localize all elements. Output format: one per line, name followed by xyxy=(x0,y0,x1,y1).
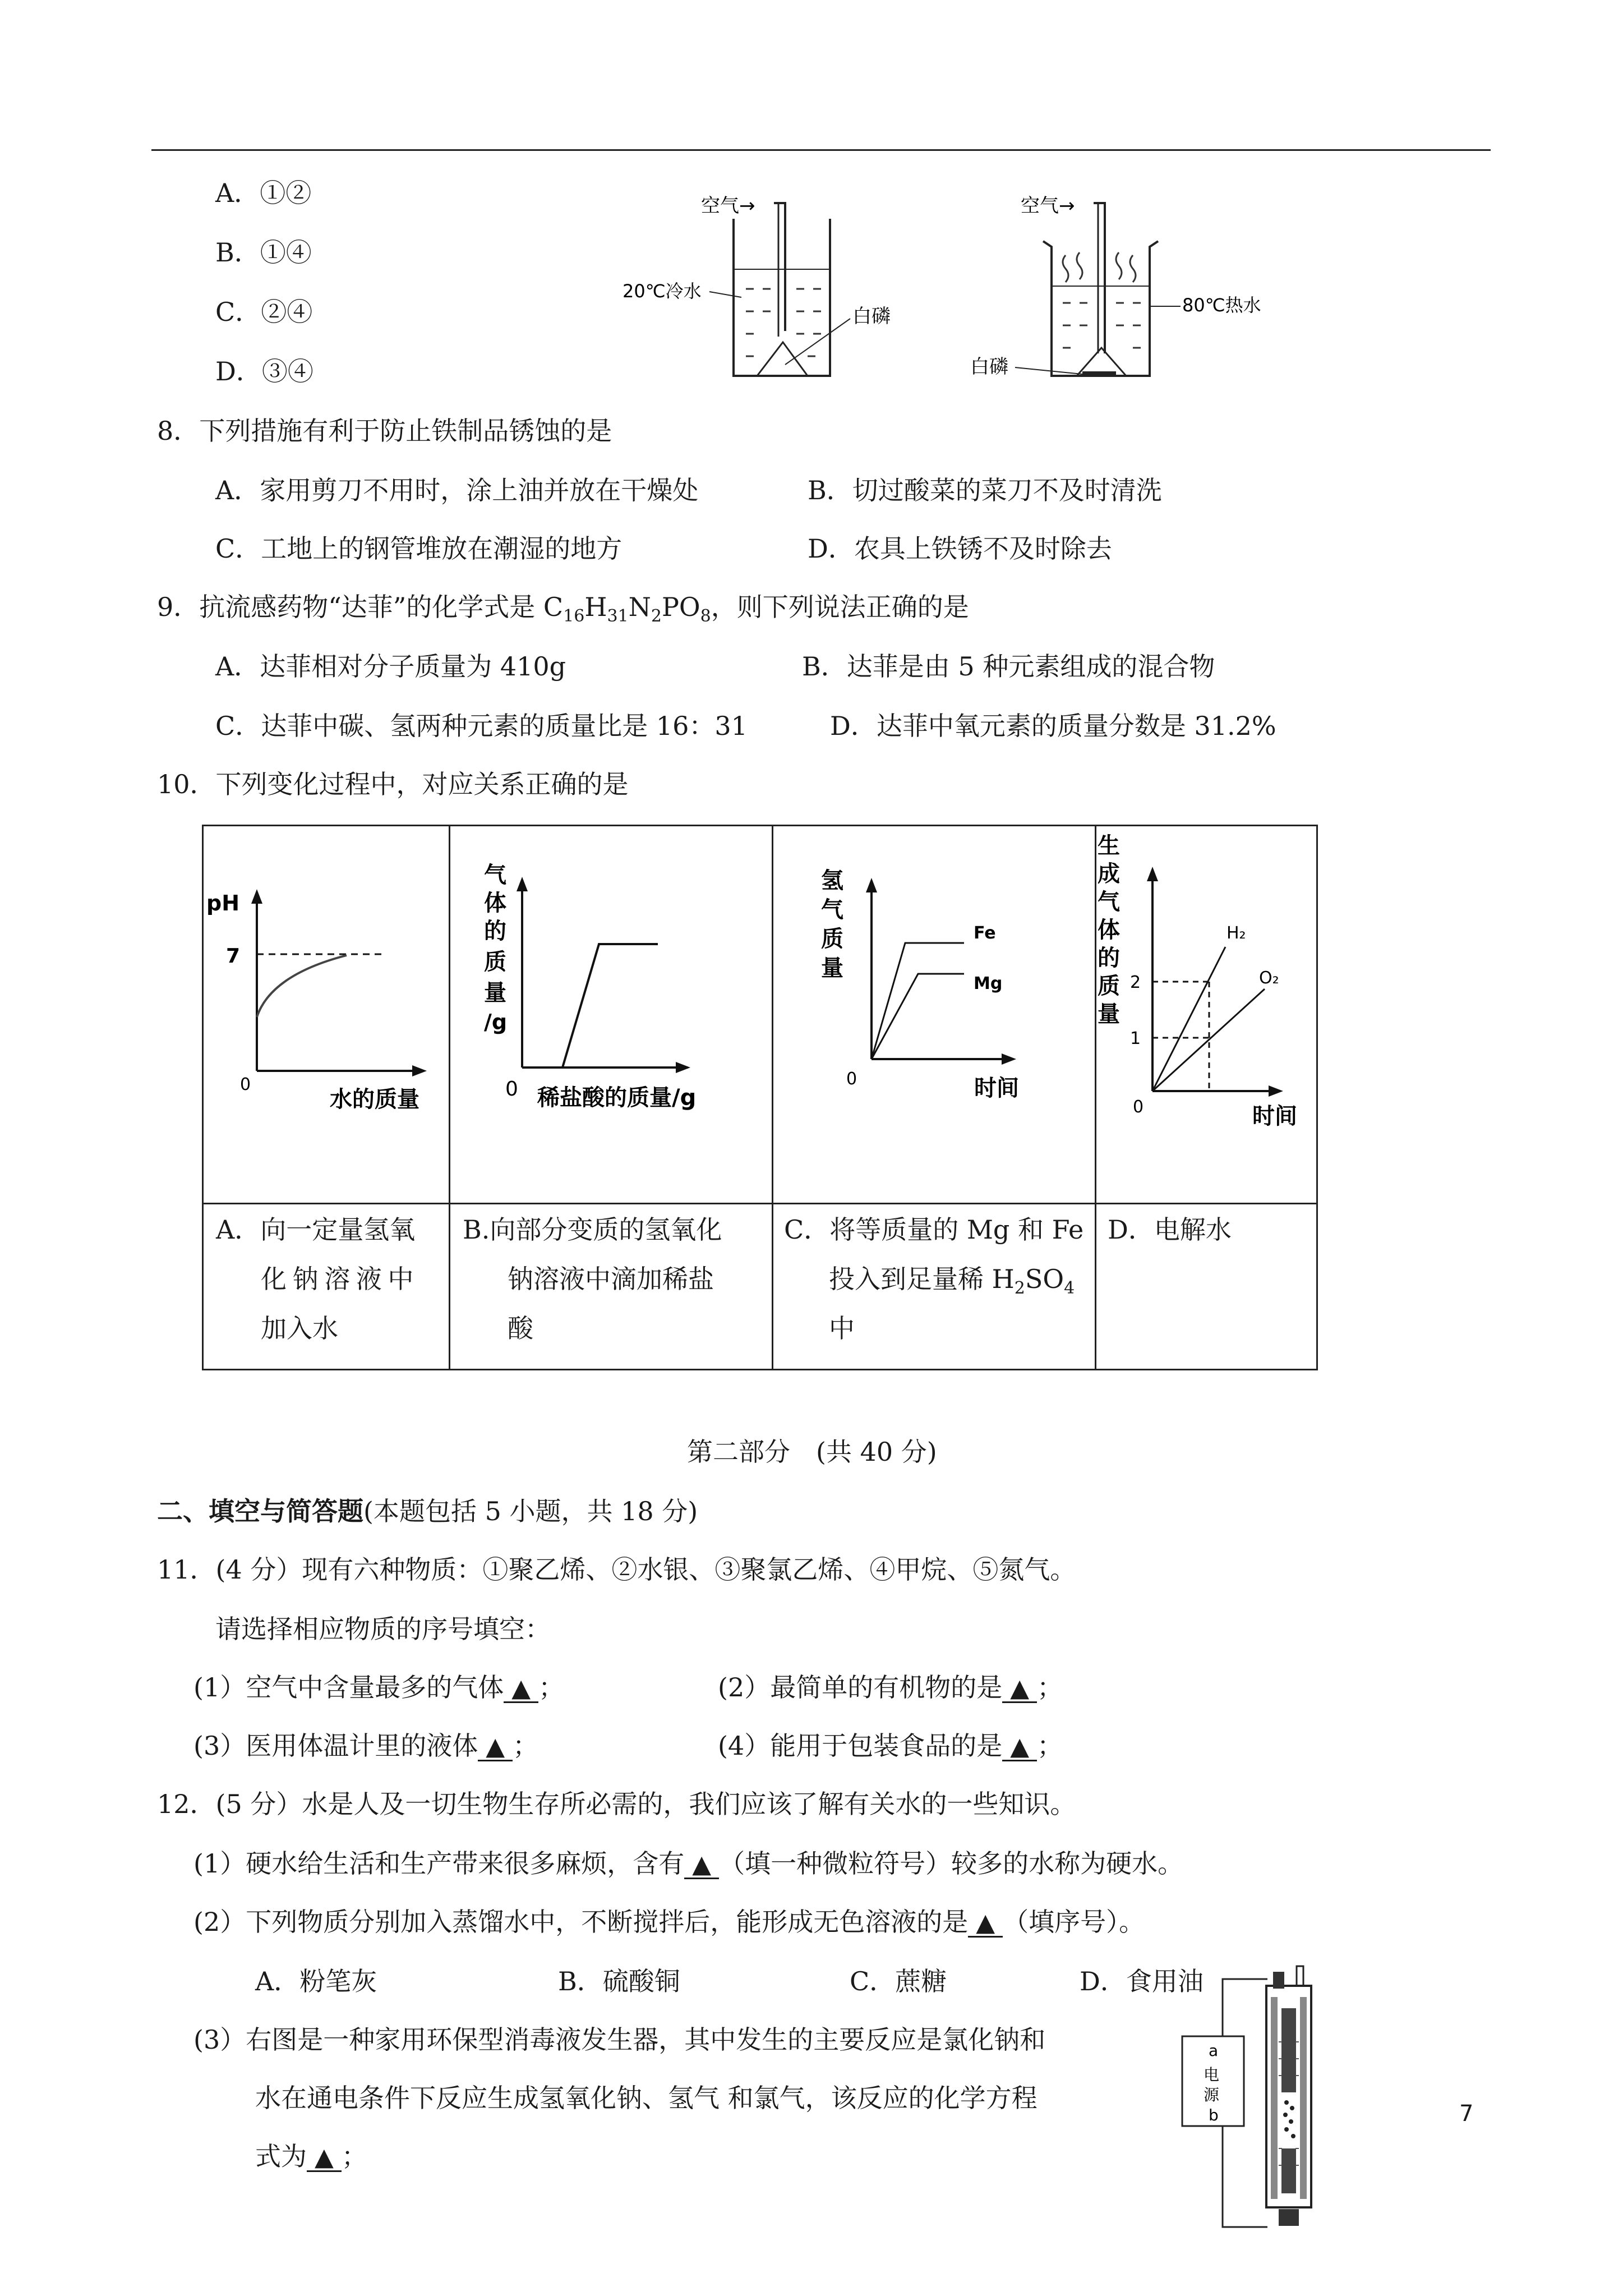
q7-beaker-hot-figure xyxy=(970,185,1307,398)
caption-b-line1: B.向部分变质的氢氧化 xyxy=(463,1214,722,1245)
x-axis-label: 时间 xyxy=(974,1075,1019,1101)
h2-line xyxy=(1152,947,1225,1091)
y-label-char: 的 xyxy=(1098,945,1120,971)
caption-a-line2: 化 钠 溶 液 中 xyxy=(261,1264,413,1294)
y-label-char: 体 xyxy=(1098,917,1120,943)
q10-graph-b xyxy=(450,826,772,1202)
tick-2: 2 xyxy=(1130,973,1141,992)
q11-stem: 11．(4 分）现有六种物质：①聚乙烯、②水银、③聚氯乙烯、④甲烷、⑤氮气。 xyxy=(157,1554,1076,1585)
q12-option-d: D．食用油 xyxy=(1080,1966,1204,1996)
q8-option-b: B．切过酸菜的菜刀不及时清洗 xyxy=(808,475,1162,505)
answer-blank[interactable]: ▲ xyxy=(1002,1734,1037,1761)
y-label-char: 量 xyxy=(1098,1001,1120,1027)
q12-part-2: (2）下列物质分别加入蒸馏水中，不断搅拌后，能形成无色溶液的是 ▲ （填序号）。 xyxy=(193,1907,1145,1937)
q7-beaker-cold-figure xyxy=(617,185,931,387)
answer-blank[interactable]: ▲ xyxy=(307,2145,342,2172)
answer-blank[interactable]: ▲ xyxy=(478,1734,513,1761)
phosphorus-label: 白磷 xyxy=(852,305,891,328)
q8-option-d: D．农具上铁锈不及时除去 xyxy=(808,533,1112,564)
y-label-char: 气 xyxy=(821,897,843,923)
y-label-char: 生 xyxy=(1098,833,1120,859)
q9-option-c: C．达菲中碳、氢两种元素的质量比是 16：31 xyxy=(215,711,748,741)
q9-option-a: A．达菲相对分子质量为 410g xyxy=(215,651,566,682)
q12-option-a: A．粉笔灰 xyxy=(255,1966,377,1996)
q7-option-c: C．②④ xyxy=(215,297,313,327)
phosphorus-label: 白磷 xyxy=(970,356,1008,378)
y-label-char: 氢 xyxy=(821,868,843,894)
caption-b-line3: 酸 xyxy=(508,1313,533,1343)
mg-label: Mg xyxy=(974,974,1003,993)
power-terminal-b: b xyxy=(1209,2106,1219,2124)
caption-c-line2: 投入到足量稀 $H_2SO_4$ xyxy=(829,1264,1075,1298)
origin-label: 0 xyxy=(505,1078,518,1101)
y-label-char: 成 xyxy=(1098,861,1120,887)
q8-option-a: A．家用剪刀不用时，涂上油并放在干燥处 xyxy=(215,475,699,505)
power-label-1: 电 xyxy=(1204,2065,1220,2084)
q8-option-c: C．工地上的钢管堆放在潮湿的地方 xyxy=(215,533,623,564)
power-terminal-a: a xyxy=(1209,2041,1219,2060)
o2-label: O₂ xyxy=(1259,968,1279,988)
x-axis-label: 稀盐酸的质量/g xyxy=(537,1085,697,1111)
y-label-char: 质 xyxy=(821,926,843,952)
y-label-char: 体 xyxy=(484,890,506,916)
q10-stem: 10．下列变化过程中，对应关系正确的是 xyxy=(157,769,629,799)
q12-part-3-line3: 式为 ▲ ； xyxy=(255,2141,367,2171)
q7-option-b: B．①④ xyxy=(215,237,312,268)
part2-title: 第二部分 (共 40 分) xyxy=(687,1437,937,1467)
fe-line xyxy=(872,943,964,1059)
power-label-2: 源 xyxy=(1204,2086,1220,2104)
answer-blank[interactable]: ▲ xyxy=(968,1910,1003,1938)
q12-option-c: C．蔗糖 xyxy=(850,1966,947,1996)
q9-stem: 9．抗流感药物“达菲”的化学式是 $C_{16}H_{31}N_2PO_8$，则下列说法正确的是 xyxy=(157,592,969,626)
y-label-char: 量 xyxy=(821,955,843,981)
fe-label: Fe xyxy=(974,923,996,943)
q12-part-3-line2: 水在通电条件下反应生成氢氧化钠、氢气 和氯气，该反应的化学方程 xyxy=(255,2083,1038,2113)
q7-option-d: D．③④ xyxy=(215,356,313,386)
q10-graph-c xyxy=(773,826,1095,1202)
header-rule xyxy=(151,149,1491,151)
ph-curve xyxy=(257,955,347,1017)
hot-water-label: 80℃热水 xyxy=(1182,295,1261,316)
air-label: 空气→ xyxy=(1021,195,1075,217)
q12-part-3-line1: (3）右图是一种家用环保型消毒液发生器，其中发生的主要反应是氯化钠和 xyxy=(193,2024,1046,2055)
y-axis-label: pH xyxy=(206,891,240,915)
origin-label: 0 xyxy=(846,1069,857,1089)
q12-stem: 12．(5 分）水是人及一切生物生存所必需的，我们应该了解有关水的一些知识。 xyxy=(157,1789,1076,1819)
section2-heading: 二、填空与简答题(本题包括 5 小题，共 18 分) xyxy=(157,1496,698,1526)
caption-c-line1: C．将等质量的 Mg 和 Fe xyxy=(784,1214,1084,1245)
answer-blank[interactable]: ▲ xyxy=(504,1676,538,1703)
y-label-char: 气 xyxy=(484,862,506,888)
tick-1: 1 xyxy=(1130,1029,1141,1048)
answer-blank[interactable]: ▲ xyxy=(684,1852,719,1879)
q11-item-3: (3）医用体温计里的液体 ▲ ； xyxy=(193,1731,539,1761)
q11-item-1: (1）空气中含量最多的气体 ▲ ； xyxy=(193,1672,565,1703)
y-label-char: 质 xyxy=(484,949,506,975)
y-label-char: 量 xyxy=(484,980,506,1006)
caption-a-line1: A．向一定量氢氧 xyxy=(216,1214,416,1245)
answer-blank[interactable]: ▲ xyxy=(1002,1676,1037,1703)
caption-d: D．电解水 xyxy=(1108,1214,1232,1245)
q9-option-b: B．达菲是由 5 种元素组成的混合物 xyxy=(802,651,1215,682)
caption-c-line3: 中 xyxy=(829,1313,855,1343)
y-label-char: /g xyxy=(484,1010,508,1034)
caption-a-line3: 加入水 xyxy=(261,1313,338,1343)
q11-item-4: (4）能用于包装食品的是 ▲ ； xyxy=(718,1731,1063,1761)
x-axis-label: 水的质量 xyxy=(330,1087,419,1112)
q12-part-1: (1）硬水给生活和生产带来很多麻烦，含有 ▲ （填一种微粒符号）较多的水称为硬水。 xyxy=(193,1848,1184,1879)
origin-label: 0 xyxy=(240,1075,251,1094)
q10-graph-d xyxy=(1096,826,1316,1202)
y-label-char: 气 xyxy=(1098,889,1120,915)
q9-option-d: D．达菲中氧元素的质量分数是 31.2% xyxy=(830,711,1276,741)
y-label-char: 质 xyxy=(1098,973,1120,999)
disinfectant-generator-figure xyxy=(1166,1963,1340,2233)
h2-label: H₂ xyxy=(1227,923,1246,943)
air-label: 空气→ xyxy=(701,195,755,217)
gas-line xyxy=(562,944,658,1068)
x-axis-label: 时间 xyxy=(1252,1103,1297,1129)
page-number: 7 xyxy=(1459,2101,1474,2127)
mg-line xyxy=(872,974,964,1059)
tick-7: 7 xyxy=(226,945,241,968)
cold-water-label: 20℃冷水 xyxy=(623,280,702,302)
q10-graph-a xyxy=(204,826,449,1202)
y-label-char: 的 xyxy=(484,918,506,944)
q8-stem: 8．下列措施有利于防止铁制品锈蚀的是 xyxy=(157,416,612,446)
q7-option-a: A．①② xyxy=(215,178,312,208)
q12-option-b: B．硫酸铜 xyxy=(558,1966,680,1996)
q11-item-2: (2）最简单的有机物的是 ▲ ； xyxy=(718,1672,1063,1703)
origin-label: 0 xyxy=(1133,1097,1144,1117)
q11-instruction: 请选择相应物质的序号填空： xyxy=(215,1614,551,1644)
caption-b-line2: 钠溶液中滴加稀盐 xyxy=(508,1264,714,1294)
